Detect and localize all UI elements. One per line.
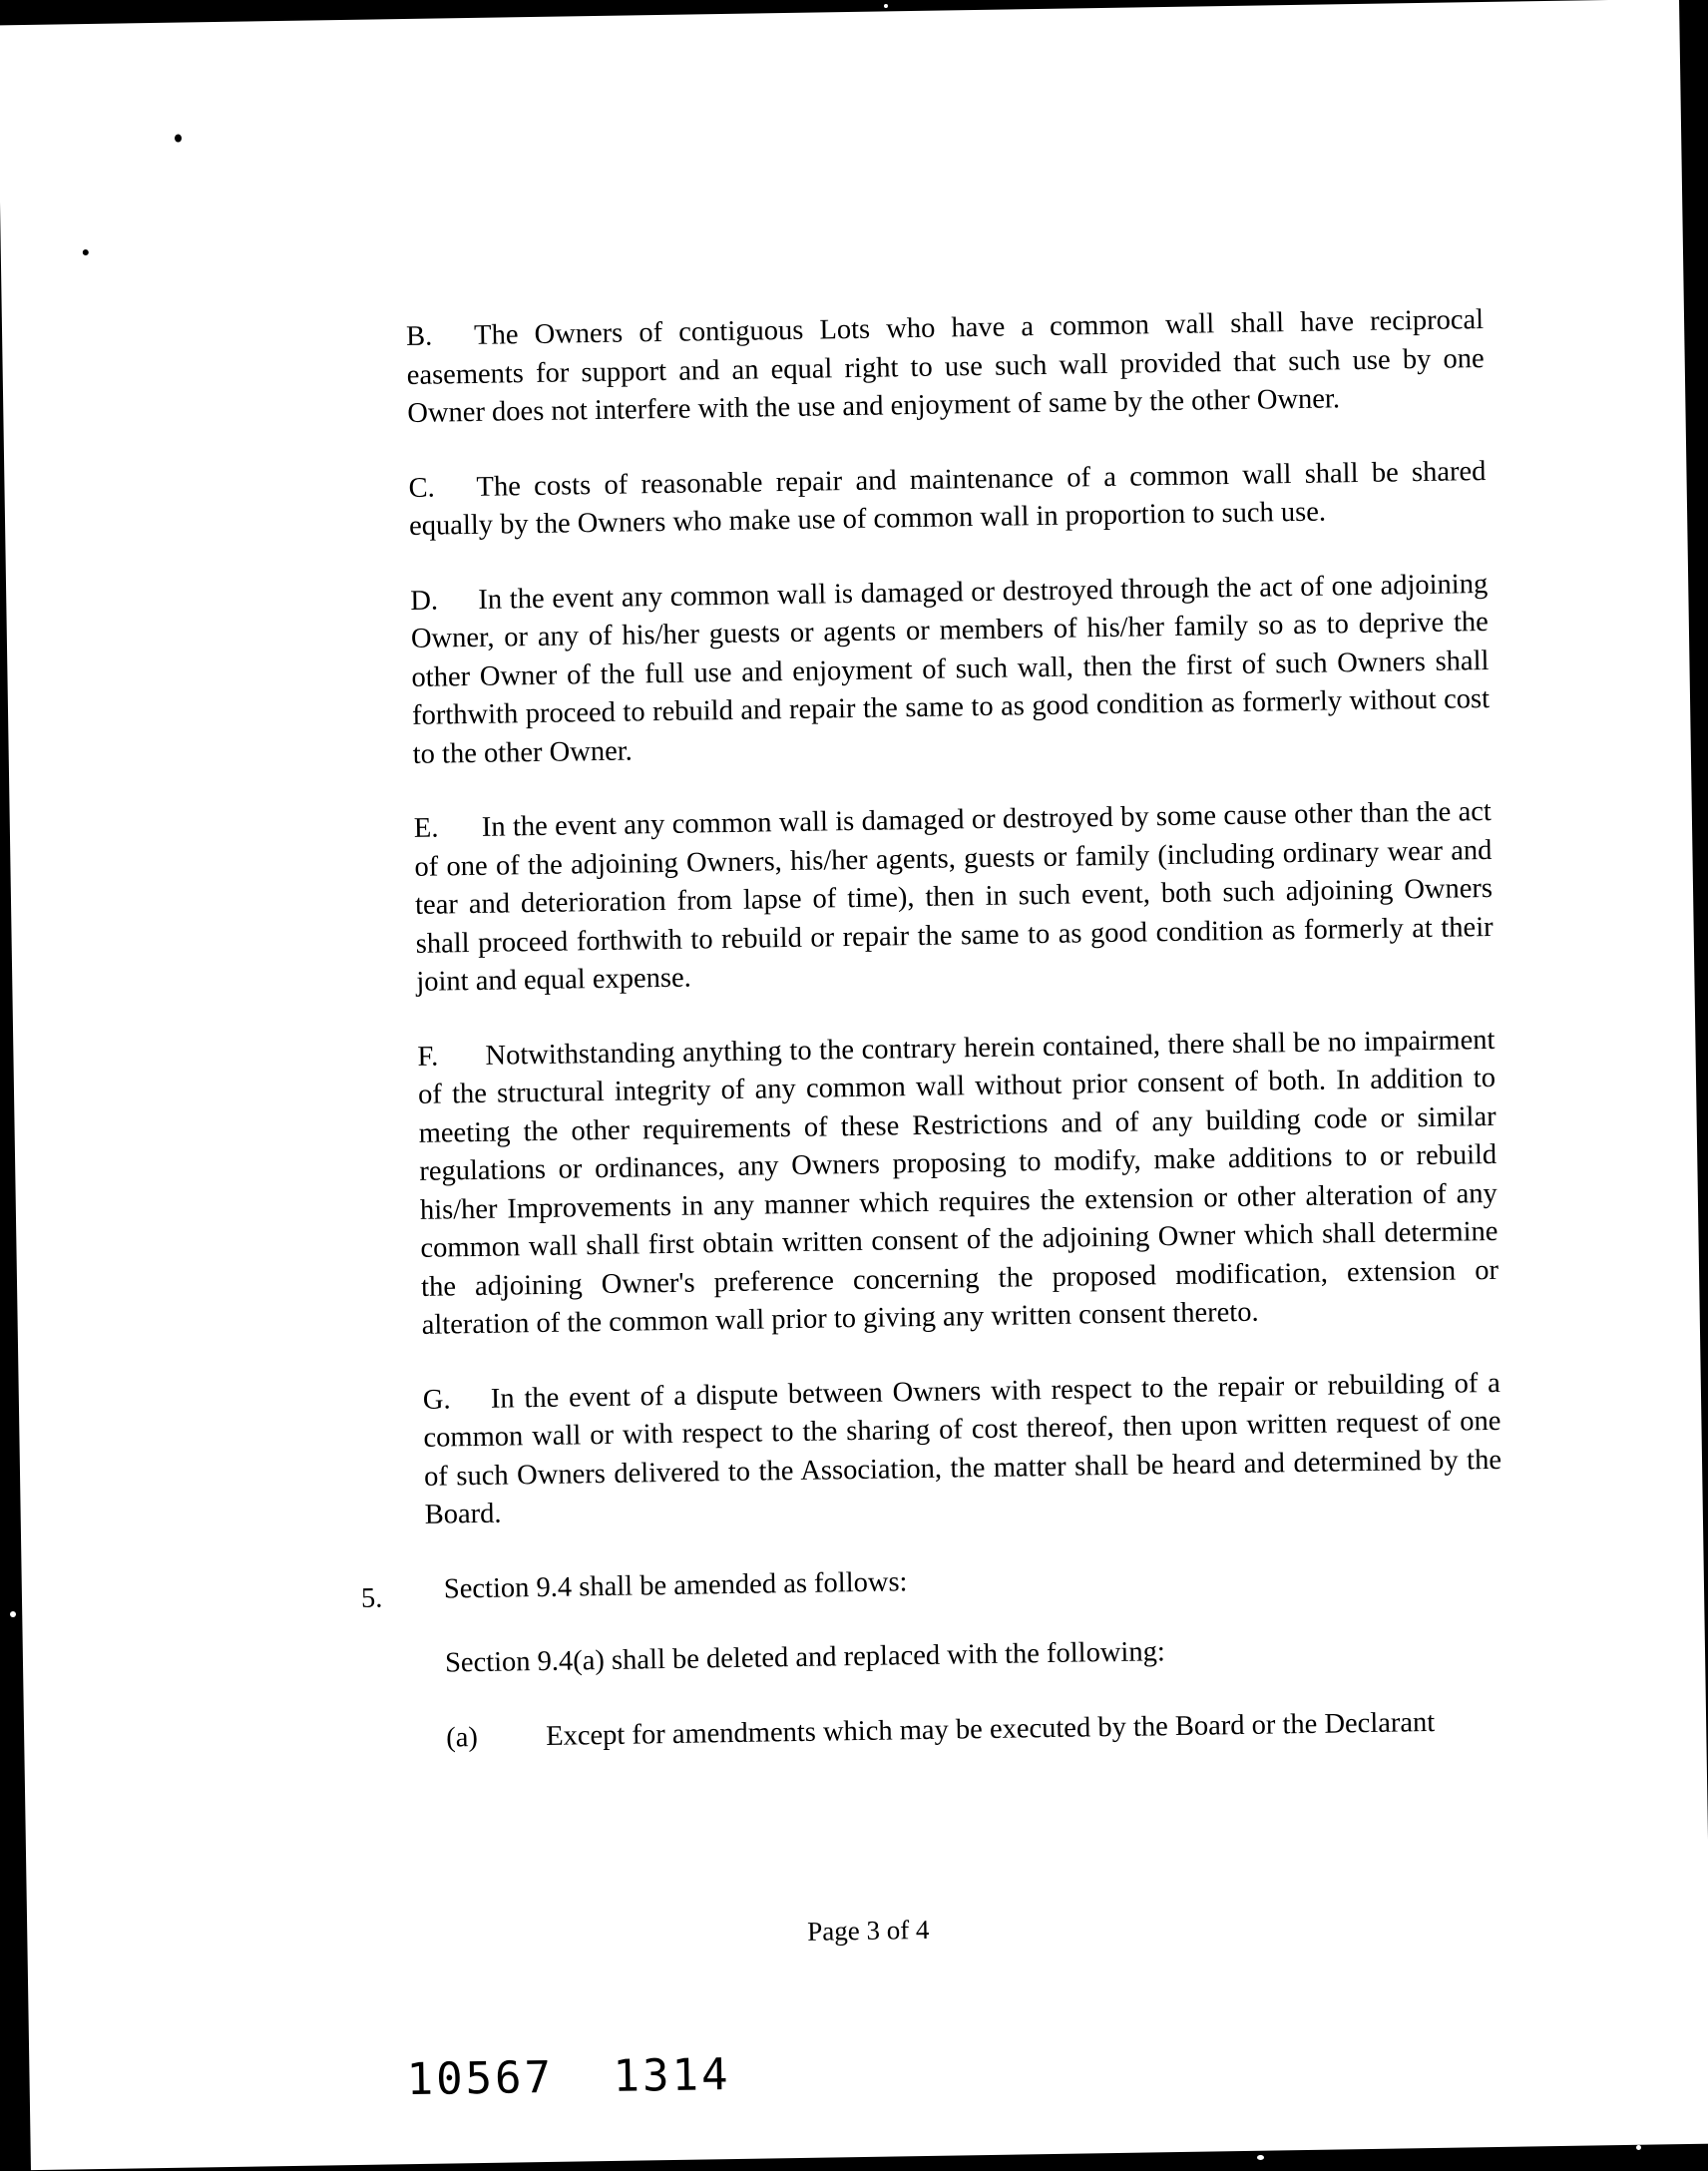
scan-speck <box>1636 2145 1641 2150</box>
document-stamp-number: 10567 1314 <box>406 2049 731 2106</box>
section-g <box>423 1364 1502 1534</box>
section-c <box>408 452 1487 546</box>
scan-speck <box>1682 1686 1692 1704</box>
scan-speck <box>175 134 182 142</box>
section-d <box>410 565 1491 773</box>
section-f <box>417 1021 1499 1345</box>
section-e <box>414 793 1494 1002</box>
section-letter: C. <box>408 472 435 504</box>
page-number: Page 3 of 4 <box>806 1914 930 1947</box>
scan-speck <box>1347 2135 1352 2140</box>
subitem-text: Except for amendments which may be executed by the Board or the Declarant <box>545 1706 1436 1752</box>
section-letter: D. <box>410 585 439 617</box>
section-text: In the event any common wall is damaged or destroyed through the act of one adjoining Owner, or any of his/her guests or agents or members of his/her family so as to deprive the other Owner of the full use and enjoyment of such wall, then the first of such Owners shall forthwith proceed to rebuild and repair the same to as good condition as formerly without cost to the other Owner. <box>410 568 1491 770</box>
section-letter: G. <box>422 1383 451 1416</box>
item-5 <box>360 1553 1503 1614</box>
scan-speck <box>1095 2145 1100 2150</box>
section-text: Notwithstanding anything to the contrary herein contained, there shall be no impairment of the structural integrity of any common wall without prior consent of both. In addition to meeting the other requirements of these Restrictions and of any building code or similar regulations or ordinances, any Owners proposing to modify, make additions to or rebuild his/her Improvements in any manner which requires the extension or other alteration of any common wall shall first obtain written consent of the adjoining Owner which shall determine the adjoining Owner's preference concerning the proposed modification, extension or alteration of the common wall prior to giving any written consent thereto. <box>417 1024 1499 1341</box>
section-letter: F. <box>417 1041 439 1073</box>
scan-speck <box>1686 1886 1698 1898</box>
section-text: The Owners of contiguous Lots who have a common wall shall have reciprocal easements for support and an equal right to use such wall provided that such use by one Owner does not interfere with the use and enjoyment of same by the other Owner. <box>406 304 1485 429</box>
section-text: In the event any common wall is damaged or destroyed by some cause other than the act of one of the adjoining Owners, his/her agents, guests or family (including ordinary wear and tear and deterioration from lapse of time), then in such event, both such adjoining Owners shall proceed forthwith to rebuild or repair the same to as good condition as formerly at their joint and equal expense. <box>414 795 1494 998</box>
subitem-letter: (a) <box>445 1721 479 1754</box>
section-text: In the event of a dispute between Owners with respect to the repair or rebuilding of a common wall or with respect to the sharing of cost thereof, then upon written request of one of such Owners delivered to the Association, the matter shall be heard and determined by the Board. <box>423 1367 1502 1530</box>
document-body <box>360 301 1506 1758</box>
scan-speck <box>83 249 89 255</box>
section-text: The costs of reasonable repair and maintenance of a common wall shall be shared equally by the Owners who make use of common wall in proportion to such use. <box>408 455 1487 542</box>
section-letter: B. <box>405 320 433 352</box>
item-text: Section 9.4 shall be amended as follows: <box>443 1565 908 1605</box>
item-number: 5. <box>360 1582 383 1614</box>
scan-speck <box>10 1611 16 1617</box>
replacement-line: Section 9.4(a) shall be deleted and replaced with the following: <box>444 1636 1165 1679</box>
section-b <box>406 301 1486 433</box>
scan-speck <box>884 4 888 8</box>
scan-speck <box>1257 2155 1264 2160</box>
section-letter: E. <box>413 812 439 844</box>
subitem-a <box>446 1702 1505 1757</box>
